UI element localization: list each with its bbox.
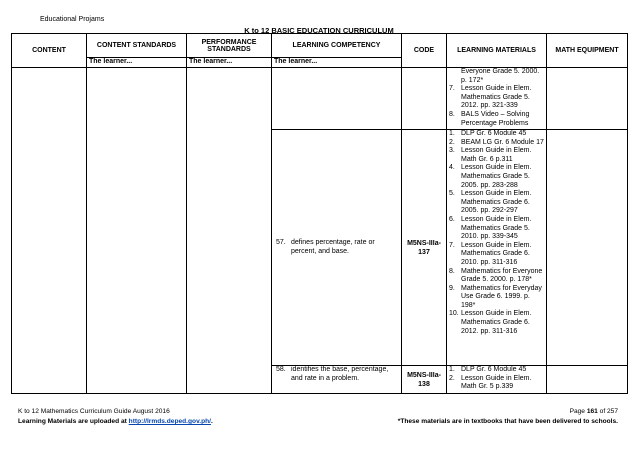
material-item <box>449 268 544 285</box>
footer-guide: K to 12 Mathematics Curriculum Guide August 2016 <box>18 408 170 415</box>
footer-upload-line <box>18 418 213 425</box>
footer-upload-suffix: . <box>210 418 213 425</box>
material-item <box>449 285 544 311</box>
header-math-equipment: MATH EQUIPMENT <box>547 34 628 68</box>
learner-label: The learner... <box>187 58 272 68</box>
header-learning-materials: LEARNING MATERIALS <box>447 34 547 68</box>
material-item <box>449 85 544 111</box>
competency-code: M5NS-IIIa-138 <box>407 371 441 388</box>
learner-label: The learner... <box>87 58 187 68</box>
material-item <box>449 310 544 336</box>
competency-number: 58. <box>276 366 286 373</box>
equipment-cell <box>547 68 628 130</box>
materials-list <box>449 130 544 336</box>
page-prefix: Page <box>569 408 587 415</box>
material-item <box>449 216 544 242</box>
material-number: 1. <box>449 130 455 137</box>
material-item <box>449 366 544 375</box>
material-item <box>449 375 544 392</box>
material-number: 5. <box>449 190 455 198</box>
learner-label: The learner... <box>272 58 402 68</box>
material-number: 7. <box>449 85 455 93</box>
competency-text: defines percentage, rate or percent, and base. <box>291 238 375 255</box>
material-item <box>449 111 544 128</box>
material-number: 3. <box>449 147 455 155</box>
competency-cell-empty <box>272 68 402 130</box>
material-item <box>449 68 544 85</box>
material-item <box>449 190 544 216</box>
code-cell <box>402 130 447 366</box>
material-text: Mathematics for Everyone Grade 5. 2000. p. 178* <box>461 267 543 284</box>
header-code: CODE <box>402 34 447 68</box>
top-label: Educational Projams <box>40 16 105 23</box>
material-text: Mathematics for Everyday Use Grade 6. 1999. p. 198* <box>461 284 542 309</box>
equipment-cell <box>547 130 628 366</box>
material-text: Lesson Guide in Elem. Mathematics Grade 6. 2010. pp. 311-316 <box>461 241 532 266</box>
competency-cell <box>272 130 402 366</box>
material-number: 8. <box>449 267 455 275</box>
material-number: 6. <box>449 215 455 223</box>
competency-text: identifies the base, percentage, and rate in a problem. <box>291 366 389 382</box>
material-text: Lesson Guide in Elem. Math Gr. 5 p.339 <box>461 374 532 391</box>
materials-list <box>449 68 544 128</box>
code-cell <box>402 366 447 394</box>
material-text: DLP Gr. 6 Module 45 <box>461 130 527 137</box>
material-number: 4. <box>449 164 455 172</box>
page-suffix: of 257 <box>597 408 618 415</box>
material-item <box>449 242 544 268</box>
material-number: 9. <box>449 284 455 292</box>
material-number: 8. <box>449 110 455 118</box>
material-text: BEAM LG Gr. 6 Module 17 <box>461 138 544 146</box>
material-number: 2. <box>449 138 455 146</box>
material-text: Everyone Grade 5. 2000. p. 172* <box>461 68 540 84</box>
material-text: BALS Video – Solving Percentage Problems <box>461 110 530 127</box>
header-performance-standards: PERFORMANCE STANDARDS <box>187 34 272 58</box>
header-content: CONTENT <box>12 34 87 68</box>
code-cell-empty <box>402 68 447 130</box>
material-item <box>449 130 544 139</box>
material-item <box>449 164 544 190</box>
competency-number: 57. <box>276 238 286 246</box>
performance-standards-cell <box>187 68 272 394</box>
materials-list <box>449 366 544 392</box>
material-item <box>449 147 544 164</box>
material-text: Lesson Guide in Elem. Mathematics Grade 5. 2010. pp. 339-345 <box>461 215 532 241</box>
curriculum-table <box>11 33 628 394</box>
page-number <box>570 408 618 415</box>
content-cell <box>12 68 87 394</box>
material-number: 10. <box>449 310 459 318</box>
footer-upload-prefix: Learning Materials are uploaded at <box>18 418 129 425</box>
material-text: Lesson Guide in Elem. Mathematics Grade 6. 2012. pp. 311-316 <box>461 310 532 335</box>
materials-cell <box>447 130 547 366</box>
header-learning-competency: LEARNING COMPETENCY <box>272 34 402 58</box>
competency-code: M5NS-IIIa-137 <box>407 239 441 256</box>
footer-note: *These materials are in textbooks that have been delivered to schools. <box>397 418 618 425</box>
content-standards-cell <box>87 68 187 394</box>
material-text: Lesson Guide in Elem. Math Gr. 6 p.311 <box>461 147 532 163</box>
material-number: 7. <box>449 241 455 249</box>
material-text: Lesson Guide in Elem. Mathematics Grade 6. 2005. pp. 292-297 <box>461 190 532 215</box>
competency-cell <box>272 366 402 394</box>
material-text: Lesson Guide in Elem. Mathematics Grade 5. 2005. pp. 283-288 <box>461 164 532 189</box>
header-content-standards: CONTENT STANDARDS <box>87 34 187 58</box>
material-text: DLP Gr. 6 Module 45 <box>461 366 527 373</box>
materials-cell <box>447 366 547 394</box>
material-number: 1. <box>449 366 455 373</box>
equipment-cell <box>547 366 628 394</box>
material-number: 2. <box>449 374 455 382</box>
material-item <box>449 139 544 148</box>
lrmds-link[interactable]: http://lrmds.deped.gov.ph/ <box>128 418 211 425</box>
materials-cell <box>447 68 547 130</box>
document-title: K to 12 BASIC EDUCATION CURRICULUM <box>244 26 394 35</box>
page-current: 161 <box>586 408 598 415</box>
material-number <box>449 68 461 85</box>
material-text: Lesson Guide in Elem. Mathematics Grade 5. 2012. pp. 321-339 <box>461 85 532 110</box>
